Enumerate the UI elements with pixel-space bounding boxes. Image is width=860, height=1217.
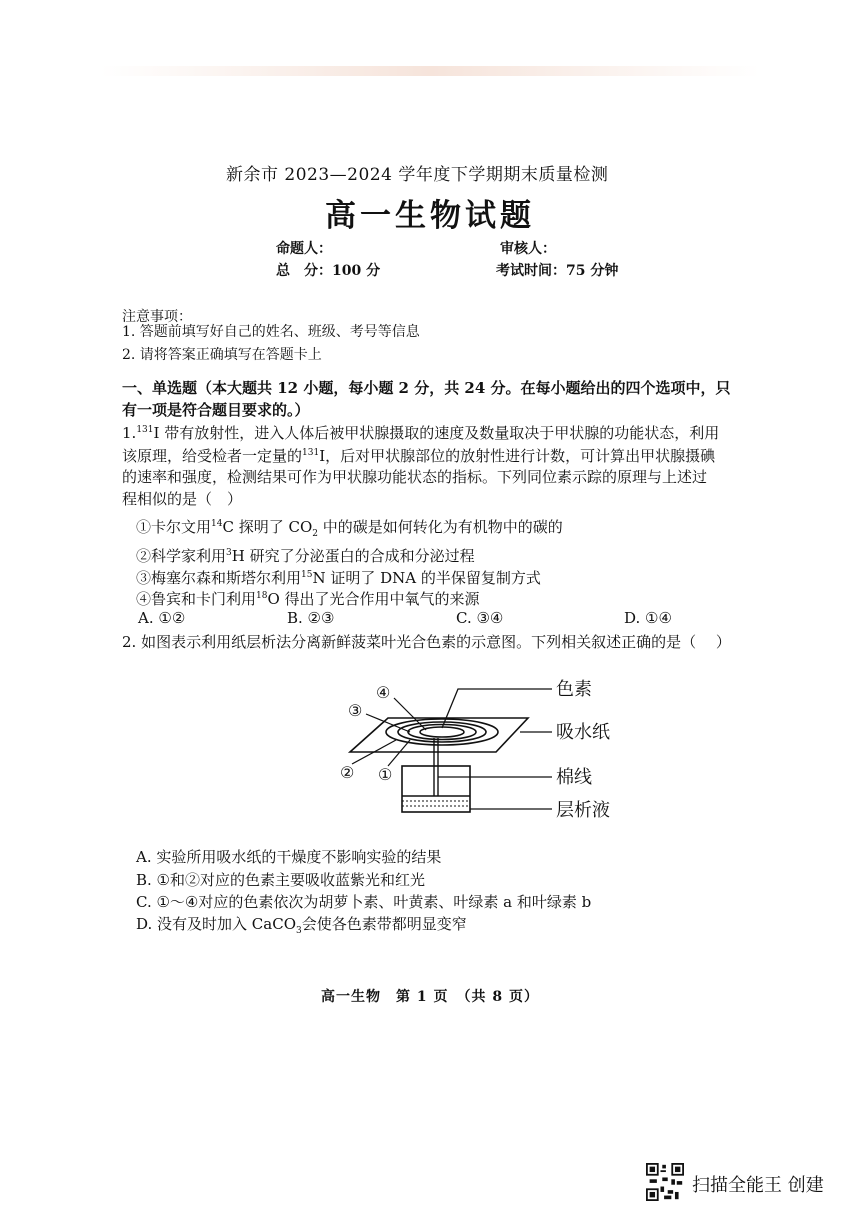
section-heading: 一、单选题（本大题共 12 小题，每小题 2 分，共 24 分。在每小题给出的四个选项中，只 (122, 379, 731, 397)
label-pigment: 色素 (556, 679, 592, 699)
label-n1: ① (378, 765, 393, 784)
q2-stem: 2. 如图表示利用纸层析法分离新鲜菠菜叶光合色素的示意图。下列相关叙述正确的是（ ） (122, 633, 731, 651)
q1-choice-c: C. ③④ (456, 609, 504, 627)
q2-option-c: C. ①～④对应的色素依次为胡萝卜素、叶黄素、叶绿素 a 和叶绿素 b (136, 893, 592, 911)
exam-title: 高一生物试题 (325, 198, 535, 234)
reviewer-label: 审核人： (500, 241, 556, 257)
label-n3: ③ (348, 701, 363, 720)
scan-edge-shadow (100, 66, 760, 76)
q1-line: 1.$^{131}$I 带有放射性，进入人体后被甲状腺摄取的速度及数量取决于甲状腺的功能状态，利用 (122, 424, 720, 442)
q2-option-a: A. 实验所用吸水纸的干燥度不影响实验的结果 (136, 848, 442, 866)
label-solvent: 层析液 (556, 800, 610, 820)
q1-statement-4: ④鲁宾和卡门利用$^{18}$O 得出了光合作用中氧气的来源 (136, 590, 480, 608)
q1-choice-d: D. ①④ (624, 609, 672, 627)
label-n2: ② (340, 763, 355, 782)
q1-statement-3: ③梅塞尔森和斯塔尔利用$^{15}$N 证明了 DNA 的半保留复制方式 (136, 569, 541, 587)
q2-option-b: B. ①和②对应的色素主要吸收蓝紫光和红光 (136, 871, 426, 889)
total-score: 总 分：100 分 (276, 263, 381, 279)
q1-statement-1: ①卡尔文用$^{14}$C 探明了 $CO_2$ 中的碳是如何转化为有机物中的碳的 (136, 518, 563, 539)
label-n4: ④ (376, 683, 391, 702)
q1-line: 程相似的是（ ） (122, 490, 243, 508)
q1-choice-a: A. ①② (138, 609, 186, 627)
q1-statement-2: ②科学家利用$^3$H 研究了分泌蛋白的合成和分泌过程 (136, 547, 475, 565)
q1-line: 的速率和强度，检测结果可作为甲状腺功能状态的指标。下列同位素示踪的原理与上述过 (122, 468, 708, 486)
exam-subtitle: 新余市 2023—2024 学年度下学期期末质量检测 (226, 165, 609, 185)
q1-choice-b: B. ②③ (287, 609, 335, 627)
watermark-text: 扫描全能王 创建 (692, 1175, 824, 1196)
q2-option-d: D. 没有及时加入 CaCO$_3$会使各色素带都明显变窄 (136, 915, 467, 936)
notes-heading: 注意事项： (122, 309, 192, 325)
q1-line: 该原理，给受检者一定量的$^{131}$I，后对甲状腺部位的放射性进行计数，可计算出甲状腺摄碘 (122, 447, 716, 465)
page-footer: 高一生物 第 1 页 （共 8 页） (321, 989, 539, 1005)
note-item: 2. 请将答案正确填写在答题卡上 (122, 347, 322, 363)
exam-time: 考试时间：75 分钟 (496, 263, 619, 279)
note-item: 1. 答题前填写好自己的姓名、班级、考号等信息 (122, 324, 420, 340)
label-absorbent-paper: 吸水纸 (556, 722, 610, 742)
qr-code-icon (646, 1163, 684, 1201)
author-label: 命题人： (276, 241, 332, 257)
section-heading-cont: 有一项是符合题目要求的。） (122, 401, 310, 419)
chromatography-diagram (330, 670, 660, 830)
label-cotton-thread: 棉线 (556, 767, 592, 787)
